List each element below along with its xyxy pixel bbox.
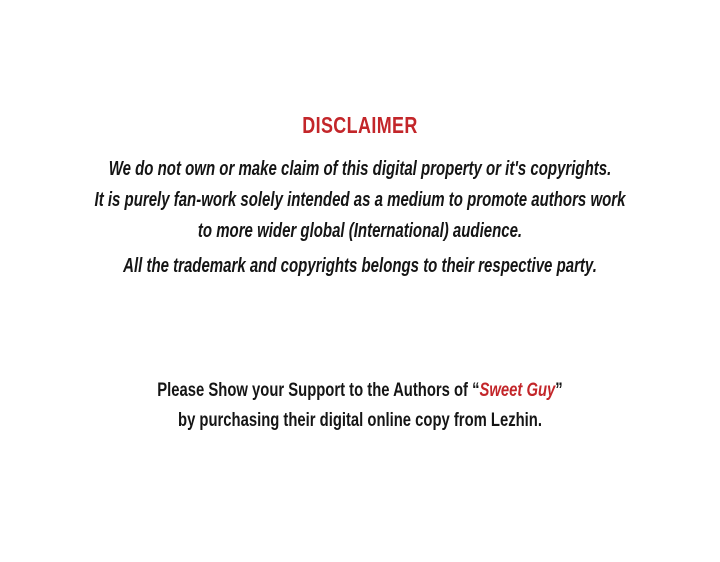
support-line-purchase: by purchasing their digital online copy from Lezhin. <box>178 410 542 431</box>
disclaimer-line-trademark: All the trademark and copyrights belongs to their respective party. <box>123 255 597 277</box>
support-text-prefix: Please Show your Support to the Authors of “ <box>157 380 480 401</box>
disclaimer-body <box>0 154 720 282</box>
disclaimer-line-fanwork: It is purely fan-work solely intended as a medium to promote authors work <box>94 189 626 211</box>
disclaimer-line-audience: to more wider global (International) audience. <box>197 220 523 242</box>
support-note <box>0 376 720 436</box>
series-title-sweet-guy: Sweet Guy <box>479 380 556 401</box>
disclaimer-title: DISCLAIMER <box>302 112 418 138</box>
support-text-suffix: ” <box>555 380 563 401</box>
disclaimer-line-ownership: We do not own or make claim of this digital property or it's copyrights. <box>108 158 612 180</box>
support-line-authors <box>79 376 641 406</box>
